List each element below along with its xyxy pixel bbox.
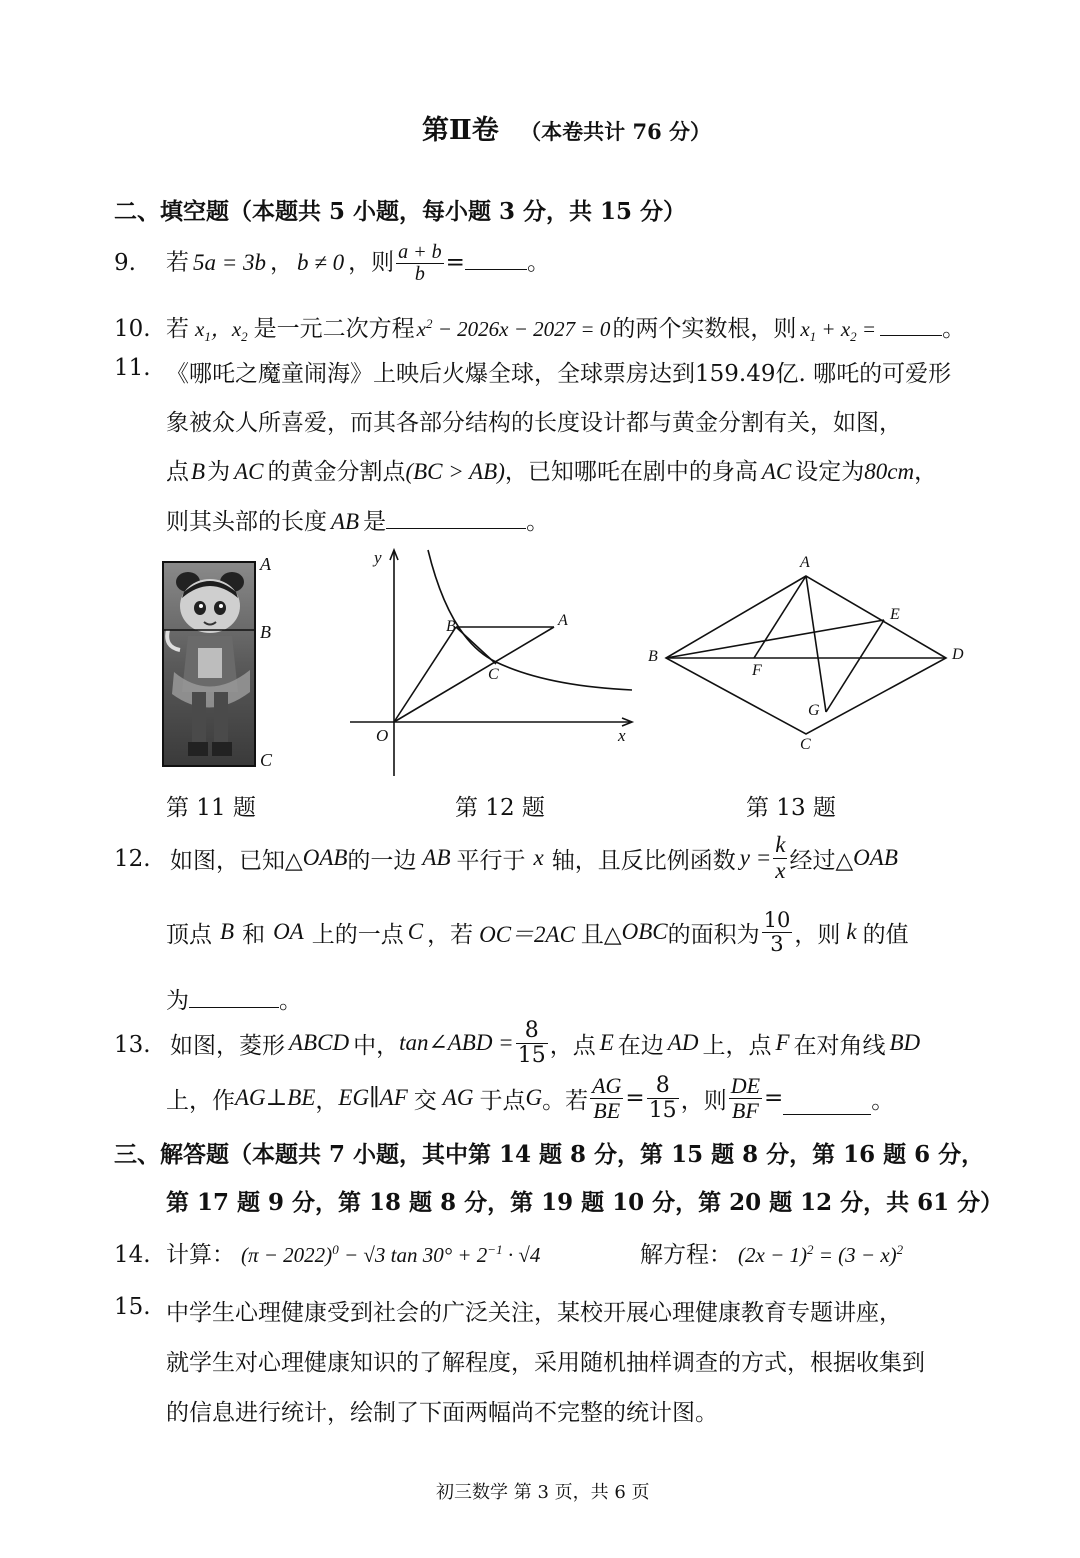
- q13-equals-2: =: [764, 1085, 784, 1111]
- page-footer: 初三数学 第 3 页，共 6 页: [436, 1482, 650, 1503]
- fig12-label-x: x: [618, 726, 626, 745]
- q10-text-3: 的两个实数根，则: [612, 316, 797, 342]
- q11-answer-blank[interactable]: [386, 510, 526, 529]
- q9-period: 。: [526, 249, 550, 276]
- q9-number: 9.: [114, 249, 136, 276]
- q12-fraction-kx: [773, 833, 787, 882]
- q13-frac4-num: DE: [730, 1073, 761, 1099]
- fig12-caption: 第 12 题: [455, 795, 545, 821]
- q12-ab: AB: [422, 845, 451, 870]
- q12-l2-c: 和: [242, 921, 266, 948]
- hyperbola-figure: [346, 540, 646, 785]
- fig13-label-d: D: [952, 646, 964, 663]
- nezha-picture: [158, 552, 288, 776]
- q10-answer-blank[interactable]: [880, 317, 942, 336]
- fig13-label-e: E: [890, 606, 900, 623]
- q11-height-ac: AC: [761, 459, 792, 484]
- q11-l4-b: 是: [363, 509, 387, 535]
- q11-condition: (BC > AB): [405, 459, 505, 484]
- fig12-label-o: O: [376, 726, 389, 745]
- q12-l1-g: 轴，且反比例函数: [551, 847, 736, 874]
- q11-l3-d: ，已知哪吒在剧中的身高: [504, 459, 758, 485]
- q13-l1-c: 中，: [353, 1032, 400, 1059]
- q13-frac2-num: AG: [592, 1073, 622, 1099]
- q13-l2-k: 。: [871, 1087, 895, 1114]
- q9-eq: 5a = 3b: [193, 249, 267, 275]
- q12-line-3: [166, 982, 302, 1015]
- section-3-heading-line-1: 三、解答题（本题共 7 小题，其中第 14 题 8 分，第 15 题 8 分，第 16 题 6 分，: [114, 1141, 985, 1168]
- q13-fraction-ag-be: [590, 1074, 623, 1121]
- q13-e: E: [599, 1030, 614, 1055]
- fig12-label-a: A: [558, 612, 568, 629]
- q11-height-value: 80cm: [864, 459, 915, 484]
- q14-solve-label: 解方程：: [640, 1242, 732, 1268]
- q9-frac-num: a + b: [398, 241, 442, 263]
- section-3-heading-line-2: 第 17 题 9 分，第 18 题 8 分，第 19 题 10 分，第 20 题 12 分，共 61 分）: [166, 1189, 1004, 1216]
- q12-tri-oab: OAB: [302, 845, 348, 870]
- figure-11: [158, 552, 288, 776]
- q13-l2-e: 交: [413, 1087, 437, 1114]
- q9-answer-blank[interactable]: [465, 251, 527, 270]
- q12-l2-l: ，则: [794, 921, 841, 948]
- part-title-text: 第Ⅱ卷: [422, 115, 499, 146]
- q13-l2-j: ，则: [680, 1087, 727, 1114]
- q11-l3-a: 点: [166, 459, 189, 485]
- q12-tri-obc: OBC: [621, 919, 668, 944]
- figure-13: [644, 554, 974, 758]
- q11-line-4: [166, 503, 549, 536]
- q12-l1-e: 平行于: [456, 847, 526, 874]
- q13-l2-g: 于点: [479, 1087, 526, 1114]
- fig11-label-b: B: [260, 622, 271, 642]
- fig11-caption: 第 11 题: [166, 795, 256, 821]
- q13-answer-blank[interactable]: [783, 1096, 871, 1115]
- q13-number: 13.: [114, 1032, 151, 1058]
- q12-frac-num: k: [775, 832, 786, 858]
- q13-frac4-den: BF: [731, 1097, 759, 1123]
- fig12-label-c: C: [488, 666, 499, 683]
- question-10: [114, 310, 965, 345]
- q13-l1-g: 在边: [617, 1032, 664, 1059]
- q15-line-3: 的信息进行统计，绘制了下面两幅尚不完整的统计图。: [166, 1400, 718, 1426]
- q12-l3-b: 。: [279, 988, 302, 1014]
- q13-fraction-8-15: [647, 1074, 679, 1121]
- q13-l1-a: 如图，菱形: [170, 1032, 285, 1059]
- q12-frac2-num: 10: [763, 908, 791, 933]
- fig13-label-f: F: [752, 662, 762, 679]
- fig11-label-a: A: [260, 554, 271, 574]
- q11-line-2: 象被众人所喜爱，而其各部分结构的长度设计都与黄金分割有关，如图，: [166, 410, 902, 436]
- q11-point-b: B: [191, 459, 206, 484]
- q11-l3-g: ，: [914, 459, 938, 485]
- q12-l2-e: 上的一点: [311, 921, 404, 948]
- q12-l3-a: 为: [166, 988, 189, 1014]
- fig13-label-b: B: [648, 648, 658, 665]
- part-title: [422, 108, 711, 147]
- q11-l4-c: 。: [526, 509, 550, 535]
- q12-y-eq: y =: [739, 845, 772, 870]
- q11-segment-ab: AB: [331, 509, 360, 534]
- q11-l3-e: 设定为: [795, 459, 865, 485]
- q13-l2-i: 。若: [542, 1087, 589, 1114]
- q13-fraction-tan: [516, 1019, 548, 1066]
- q12-b: B: [220, 919, 235, 944]
- q13-ad: AD: [667, 1030, 699, 1055]
- q12-l2-a: 顶点: [166, 921, 212, 948]
- q14-calc-expr: $(\pi - 2022)^0 - √3$ $\tan 30^\circ + 2^{-1} \cdot √4$: [241, 1242, 541, 1267]
- q9-cond: b ≠ 0: [297, 249, 345, 275]
- q11-number: 11.: [114, 355, 151, 381]
- q9-text-3: ，则: [348, 249, 395, 276]
- figure-12: [346, 540, 646, 785]
- q13-f: F: [775, 1030, 790, 1055]
- q14-calc-label: 计算：: [166, 1242, 235, 1268]
- q13-ag: AG: [442, 1085, 474, 1110]
- q12-line-2: [166, 904, 909, 960]
- fig13-label-a: A: [800, 554, 810, 571]
- q13-equals: =: [625, 1085, 645, 1111]
- q13-l2-a: 上，作: [166, 1087, 235, 1114]
- q9-equals: =: [445, 249, 465, 276]
- q11-line-3: [166, 453, 937, 486]
- q14-solve-expr: $(2x - 1)^2 = (3 - x)^2$: [738, 1242, 904, 1267]
- q12-number: 12.: [114, 846, 151, 872]
- q12-frac-den: x: [775, 857, 786, 883]
- q12-l2-i: 且△: [580, 921, 622, 948]
- q10-text-2: 是一元二次方程: [253, 316, 415, 342]
- q14-part-2: [640, 1236, 903, 1269]
- q12-oa: OA: [273, 919, 304, 944]
- q12-frac2-den: 3: [770, 931, 784, 956]
- q9-fraction: [396, 242, 444, 285]
- q12-l2-n: 的值: [862, 921, 909, 948]
- q10-text-1: 若: [166, 316, 189, 342]
- q12-tri-oab-2: OAB: [853, 845, 898, 870]
- q14-number: 14.: [114, 1242, 151, 1268]
- q13-ag-perp-be: AG⊥BE: [235, 1085, 316, 1110]
- q10-sum: $x_1 + x_2$ =: [800, 317, 877, 345]
- fig13-caption: 第 13 题: [746, 795, 836, 821]
- q13-abcd: ABCD: [289, 1030, 350, 1055]
- q12-answer-blank[interactable]: [189, 989, 279, 1008]
- q13-l1-i: 上，点: [702, 1032, 772, 1059]
- question-9: [114, 242, 550, 296]
- q9-frac-den: b: [414, 263, 425, 285]
- q10-equation: $x^2 - 2026x - 2027 = 0$: [416, 316, 611, 341]
- q10-roots: $x_1$，$x_2$: [195, 317, 248, 345]
- q13-l1-e: ，点: [549, 1032, 596, 1059]
- q13-frac-den: 15: [517, 1042, 546, 1068]
- q12-c: C: [407, 919, 424, 944]
- section-2-heading: 二、填空题（本题共 5 小题，每小题 3 分，共 15 分）: [114, 198, 687, 225]
- q13-eg-par-af: EG∥AF: [338, 1085, 408, 1110]
- question-14: [114, 1236, 540, 1269]
- fig12-label-y: y: [374, 548, 382, 567]
- q12-l2-g: ，若: [427, 921, 474, 948]
- fig12-label-b: B: [446, 618, 456, 635]
- rhombus-figure: [644, 562, 974, 758]
- q11-segment-ac: AC: [234, 459, 264, 484]
- q13-frac-num: 8: [516, 1019, 548, 1043]
- q13-fraction-de-bf: [729, 1074, 762, 1121]
- q12-oc-eq: OC＝2AC: [479, 921, 575, 947]
- fig13-label-c: C: [800, 736, 811, 753]
- q12-x: x: [533, 845, 544, 870]
- q12-line-1: [170, 830, 898, 886]
- q9-text-1: 若: [166, 249, 189, 276]
- q13-g: G: [525, 1085, 543, 1110]
- q13-frac3-den: 15: [648, 1097, 677, 1123]
- q13-l2-c: ，: [315, 1087, 339, 1114]
- q9-text-2: ，: [270, 249, 294, 276]
- q12-l1-a: 如图，已知△: [170, 847, 303, 874]
- q12-l2-k: 的面积为: [667, 921, 760, 948]
- q12-l1-i: 经过△: [789, 847, 854, 874]
- fig11-label-c: C: [260, 750, 273, 770]
- q12-k: k: [846, 919, 857, 944]
- q11-line-1: 《哪吒之魔童闹海》上映后火爆全球，全球票房达到159.49亿. 哪吒的可爱形: [166, 361, 952, 387]
- q15-number: 15.: [114, 1294, 151, 1320]
- q10-period: 。: [942, 316, 966, 342]
- q11-l3-c: 的黄金分割点: [267, 459, 406, 485]
- q13-line-2: [166, 1070, 894, 1126]
- q15-line-1: 中学生心理健康受到社会的广泛关注，某校开展心理健康教育专题讲座，: [166, 1300, 902, 1326]
- q12-fraction-area: [762, 909, 793, 954]
- q13-frac3-num: 8: [647, 1074, 679, 1098]
- part-note: （本卷共计 76 分）: [520, 119, 712, 144]
- q13-frac2-den: BE: [593, 1097, 621, 1123]
- q13-tan: tan∠ABD =: [399, 1030, 514, 1055]
- q10-number: 10.: [114, 316, 151, 342]
- q15-line-2: 就学生对心理健康知识的了解程度，采用随机抽样调查的方式，根据收集到: [166, 1350, 925, 1376]
- q11-l3-b: 为: [207, 459, 231, 485]
- q11-l4-a: 则其头部的长度: [166, 509, 327, 535]
- q13-line-1: [170, 1014, 920, 1072]
- fig13-label-g: G: [808, 702, 820, 719]
- q13-bd: BD: [889, 1030, 921, 1055]
- q13-l1-k: 在对角线: [793, 1032, 886, 1059]
- q12-l1-c: 的一边: [347, 847, 417, 874]
